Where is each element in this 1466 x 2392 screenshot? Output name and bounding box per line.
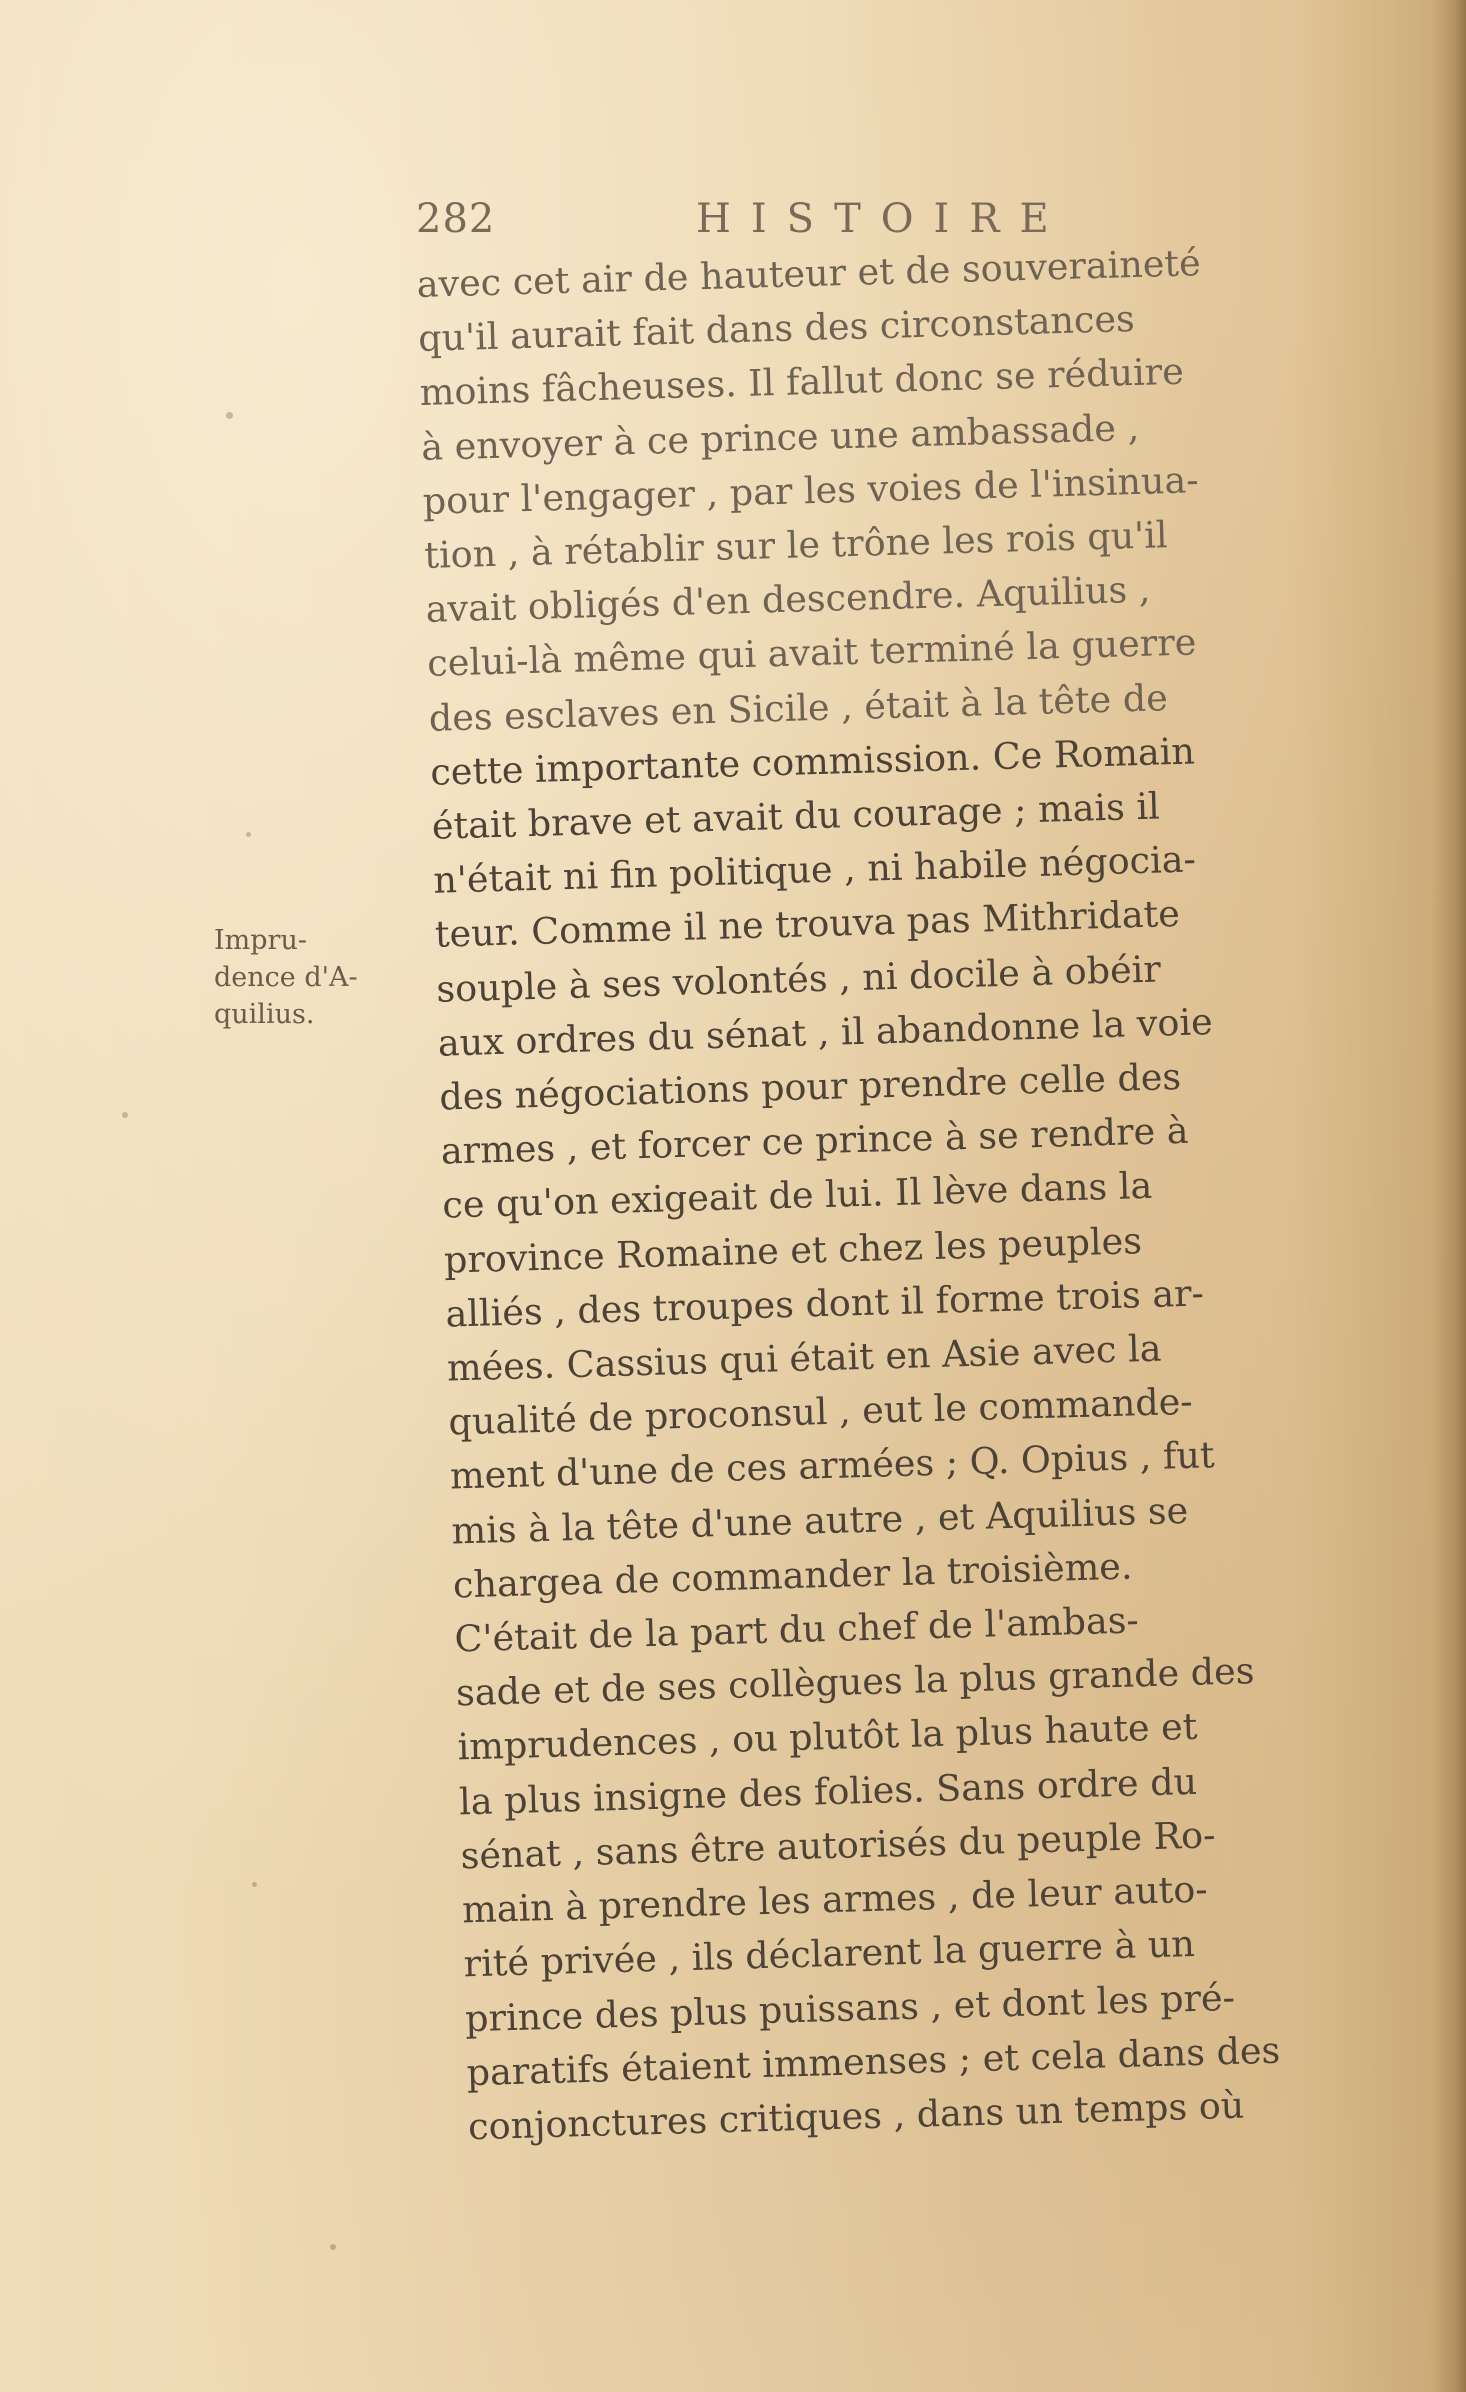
text-line: à envoyer à ce prince une ambassade , <box>420 405 1140 469</box>
paper-speck <box>122 1112 128 1118</box>
text-line: avec cet air de hauteur et de souveraineté <box>416 241 1202 306</box>
margin-note-line: Impru- <box>214 925 307 956</box>
text-line: n'était ni fin politique , ni habile négocia- <box>432 837 1197 902</box>
text-line: prince des plus puissans , et dont les pré- <box>464 1975 1236 2040</box>
text-line: teur. Comme il ne trouva pas Mithridate <box>434 892 1181 957</box>
text-line: qu'il aurait fait dans des circonstances <box>417 297 1136 361</box>
text-line: des négociations pour prendre celle des <box>438 1055 1182 1119</box>
text-line: des esclaves en Sicile , était à la tête de <box>428 675 1169 740</box>
text-line: paratifs étaient immenses ; et cela dans des <box>466 2028 1281 2094</box>
text-line: ce qu'on exigeait de lui. Il lève dans la <box>441 1164 1153 1228</box>
text-line: alliés , des troupes dont il forme trois ar- <box>444 1271 1205 1336</box>
text-line: main à prendre les armes , de leur auto- <box>461 1867 1209 1932</box>
text-line: celui-là même qui avait terminé la guerre <box>426 620 1197 686</box>
text-line: chargea de commander la troisième. <box>452 1544 1134 1607</box>
text-line: mées. Cassius qui était en Asie avec la <box>446 1326 1163 1390</box>
text-line: conjonctures critiques , dans un temps où <box>467 2083 1245 2149</box>
text-line: pour l'engager , par les voies de l'insinua- <box>422 458 1200 523</box>
text-line: qualité de proconsul , eut le commande- <box>447 1380 1194 1444</box>
text-line: la plus insigne des folies. Sans ordre du <box>458 1759 1198 1824</box>
text-line: était brave et avait du courage ; mais il <box>431 784 1161 848</box>
paper-speck <box>226 412 233 419</box>
body-text <box>416 231 1449 2155</box>
text-line: aux ordres du sénat , il abandonne la voie <box>437 999 1214 1065</box>
margin-note-line: dence d'A- <box>214 962 358 993</box>
paper-speck <box>330 2244 336 2250</box>
running-head: HISTOIRE <box>696 196 1069 242</box>
text-line: armes , et forcer ce prince à se rendre à <box>440 1109 1190 1173</box>
margin-note-line: quilius. <box>214 999 315 1030</box>
text-line: ment d'une de ces armées ; Q. Opius , fut <box>449 1433 1216 1498</box>
text-line: sade et de ses collègues la plus grande des <box>455 1649 1255 1715</box>
text-line: cette importante commission. Ce Romain <box>429 729 1196 794</box>
text-line: moins fâcheuses. Il fallut donc se réduire <box>419 350 1185 415</box>
text-line: rité privée , ils déclarent la guerre à un <box>463 1922 1196 1986</box>
text-line: tion , à rétablir sur le trône les rois qu'il <box>423 513 1169 577</box>
text-line: C'était de la part du chef de l'ambas- <box>453 1598 1140 1661</box>
text-line: province Romaine et chez les peuples <box>443 1218 1143 1282</box>
text-line: avait obligés d'en descendre. Aquilius , <box>425 567 1151 632</box>
text-line: souple à ses volontés , ni docile à obéir <box>435 947 1162 1011</box>
text-line: sénat , sans être autorisés du peuple Ro- <box>460 1813 1216 1878</box>
text-line: mis à la tête d'une autre , et Aquilius se <box>450 1488 1189 1553</box>
page-number: 282 <box>416 196 496 242</box>
margin-note <box>214 922 404 1033</box>
text-line: imprudences , ou plutôt la plus haute et <box>457 1705 1198 1769</box>
paper-speck <box>246 832 251 837</box>
paper-speck <box>252 1882 257 1887</box>
